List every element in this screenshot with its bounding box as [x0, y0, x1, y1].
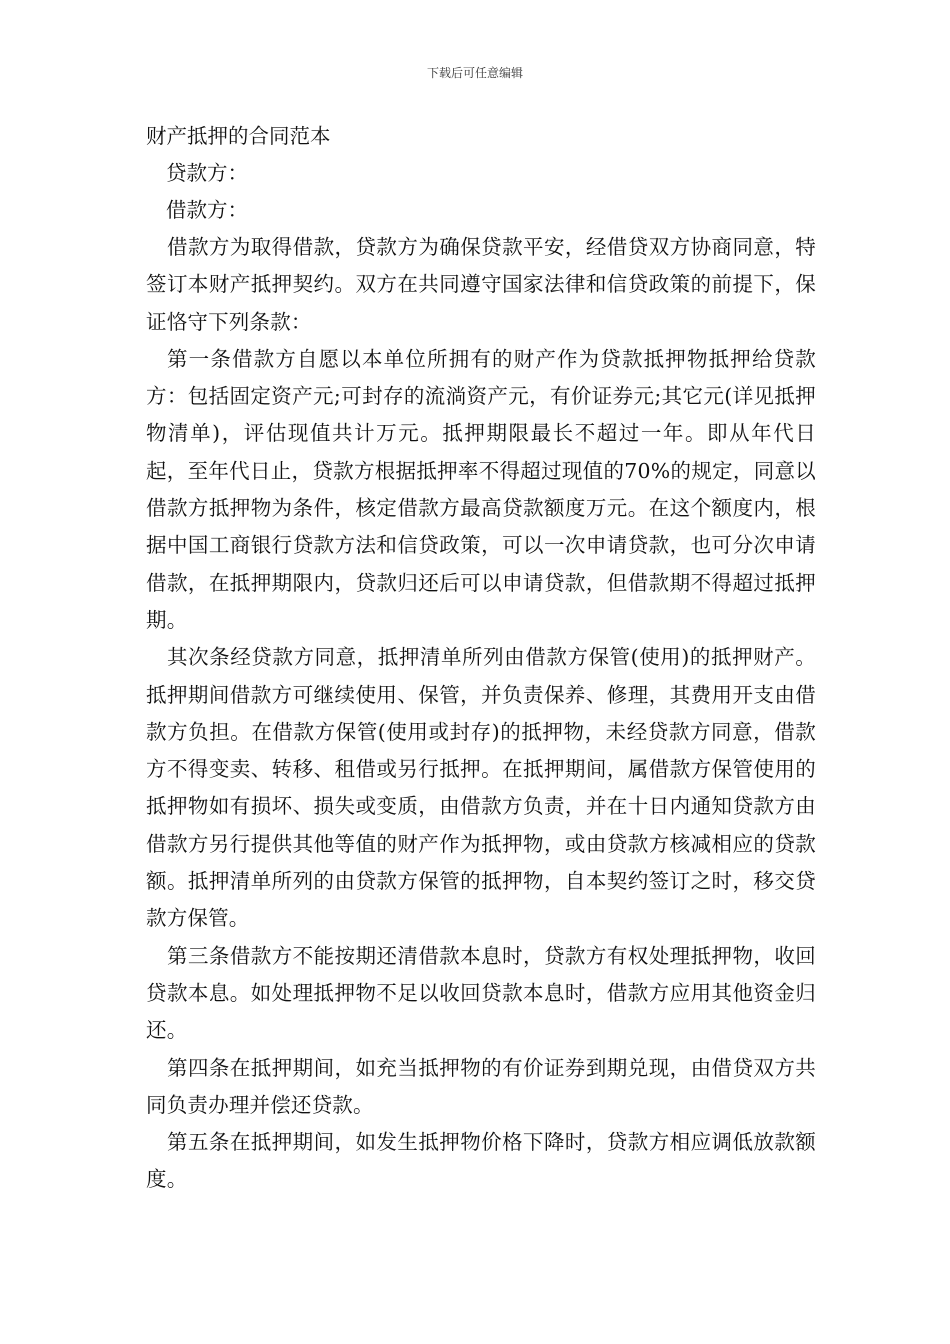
- clause-1-paragraph: 第一条借款方自愿以本单位所拥有的财产作为贷款抵押物抵押给贷款方：包括固定资产元;可封存的流淌资产元，有价证券元;其它元(详见抵押物清单)，评估现值共计万元。抵押期限最长不超过一年。即从年代日起，至年代日止，贷款方根据抵押率不得超过现值的70%的规定，同意以借款方抵押物为条件，核定借款方最高贷款额度万元。在这个额度内，根据中国工商银行贷款方法和信贷政策，可以一次申请贷款，也可分次申请借款，在抵押期限内，贷款归还后可以申请贷款，但借款期不得超过抵押期。: [146, 346, 816, 632]
- document-body: [146, 118, 816, 1199]
- clause-2-paragraph: 其次条经贷款方同意，抵押清单所列由借款方保管(使用)的抵押财产。抵押期间借款方可继续使用、保管，并负责保养、修理，其费用开支由借款方负担。在借款方保管(使用或封存)的抵押物，未经贷款方同意，借款方不得变卖、转移、租借或另行抵押。在抵押期间，属借款方保管使用的抵押物如有损坏、损失或变质，由借款方负责，并在十日内通知贷款方由借款方另行提供其他等值的财产作为抵押物，或由贷款方核减相应的贷款额。抵押清单所列的由贷款方保管的抵押物，自本契约签订之时，移交贷款方保管。: [146, 645, 816, 931]
- borrower-label: 借款方：: [166, 198, 248, 222]
- page-header-note: 下载后可任意编辑: [426, 66, 523, 80]
- lender-label: 贷款方：: [166, 161, 248, 185]
- intro-paragraph: 借款方为取得借款，贷款方为确保贷款平安，经借贷双方协商同意，特签订本财产抵押契约。双方在共同遵守国家法律和信贷政策的前提下，保证恪守下列条款：: [146, 235, 816, 334]
- clause-4-paragraph: 第四条在抵押期间，如充当抵押物的有价证券到期兑现，由借贷双方共同负责办理并偿还贷款。: [146, 1055, 816, 1117]
- clause-3-paragraph: 第三条借款方不能按期还清借款本息时，贷款方有权处理抵押物，收回贷款本息。如处理抵押物不足以收回贷款本息时，借款方应用其他资金归还。: [146, 943, 816, 1043]
- document-title: 财产抵押的合同范本: [146, 124, 331, 148]
- clause-5-paragraph: 第五条在抵押期间，如发生抵押物价格下降时，贷款方相应调低放款额度。: [146, 1130, 816, 1192]
